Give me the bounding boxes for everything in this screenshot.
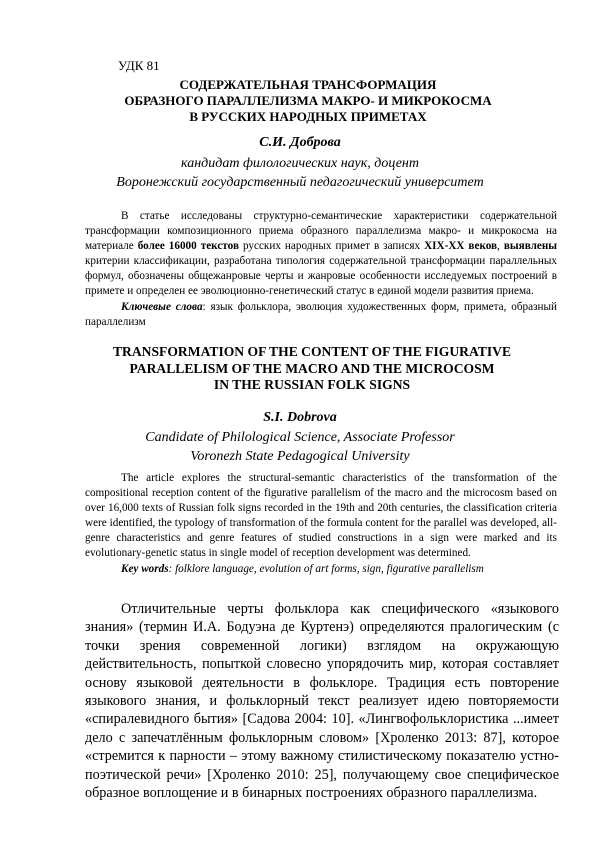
- abstract-en: [85, 471, 557, 577]
- author-degree-ru: кандидат филологических наук, доцент: [181, 156, 419, 171]
- abstract-ru-text: критерии классификации, разработана типология содержательной трансформации параллельных формул, обозначены общежанровые черты и жанровые особенности исследуемых построений в примете и определен ее эволюционно-генетический статус в единой модели развития приема.: [85, 255, 557, 298]
- abstract-ru: [85, 209, 557, 330]
- abstract-ru-emphasis: более 16000 текстов: [137, 240, 239, 253]
- abstract-en-paragraph: The article explores the structural-semantic characteristics of the transformation of the compositional reception content of the figurative parallelism of the macro and the microcosm based on over 16,000 texts of Russian folk signs recorded in the 19th and 20th centuries, the classification criteria were identified, the typology of transformation of the formula content for the parallel was developed, all-genre characteristics and genre features of studied constructions in a sign were marked and its evolutionary-genetic status in single model of reception development was determined.: [85, 472, 557, 560]
- keywords-en-label: Key words: [121, 562, 169, 575]
- author-institution-en: Voronezh State Pedagogical University: [190, 449, 410, 464]
- author-name-en: S.I. Dobrova: [263, 410, 337, 425]
- abstract-ru-text: В статье исследованы структурно-семантические характеристики содержательной трансформации композиционного приема образного параллелизма макро- и микрокосма на материале: [85, 210, 557, 253]
- keywords-en-text: : folklore language, evolution of art forms, sign, figurative parallelism: [168, 562, 484, 575]
- title-ru-line: В РУССКИХ НАРОДНЫХ ПРИМЕТАХ: [189, 109, 427, 124]
- title-en: [102, 344, 522, 394]
- title-en-line: TRANSFORMATION OF THE CONTENT OF THE FIGURATIVE: [112, 344, 512, 359]
- title-ru: [88, 77, 528, 125]
- udk-code: УДК 81: [118, 58, 160, 73]
- title-en-line: IN THE RUSSIAN FOLK SIGNS: [213, 377, 411, 392]
- author-degree-en: Candidate of Philological Science, Associate Professor: [145, 430, 455, 445]
- body-paragraph: Отличительные черты фольклора как специфического «языкового знания» (термин И.А. Бодуэна де Куртенэ) определяются пралогическим (с точки зрения современной логики) взглядом на окружающую действительность, попыткой словесно упорядочить мир, которая составляет основу языковой деятельности в фольклоре. Традиция есть повторение языкового знания, и фольклорный текст реализует идею повторяемости «спиралевидного бытия» [Садова 2004: 10]. «Лингвофольклористика ...имеет дело с запечатлённым фольклорным словом» [Хроленко 2013: 87], которое «стремится к парности – этому важному стилистическому показателю устно-поэтической речи» [Хроленко 2010: 25], получающему свое специфическое образное воплощение и в бинарных построениях образного параллелизма.: [85, 601, 559, 802]
- abstract-ru-text: ,: [497, 240, 504, 253]
- abstract-ru-text: русских народных примет в записях: [239, 240, 425, 253]
- abstract-ru-emphasis: выявлены: [503, 240, 558, 253]
- title-ru-line: ОБРАЗНОГО ПАРАЛЛЕЛИЗМА МАКРО- И МИКРОКОСМА: [124, 93, 492, 108]
- title-en-line: PARALLELISM OF THE MACRO AND THE MICROCOSM: [129, 360, 495, 376]
- abstract-ru-emphasis: XIX-XX веков: [424, 240, 498, 253]
- title-ru-line: СОДЕРЖАТЕЛЬНАЯ ТРАНСФОРМАЦИЯ: [179, 77, 437, 92]
- keywords-ru-text: : язык фольклора, эволюция художественных форм, примета, образный параллелизм: [85, 300, 557, 328]
- abstract-ru-paragraph: [85, 209, 557, 300]
- keywords-en: [85, 562, 557, 577]
- keywords-ru-label: Ключевые слова: [121, 300, 203, 313]
- author-name-ru: С.И. Доброва: [259, 135, 341, 150]
- keywords-ru: [85, 300, 557, 330]
- body-text: [85, 600, 559, 802]
- author-institution-ru: Воронежский государственный педагогический университет: [116, 175, 484, 190]
